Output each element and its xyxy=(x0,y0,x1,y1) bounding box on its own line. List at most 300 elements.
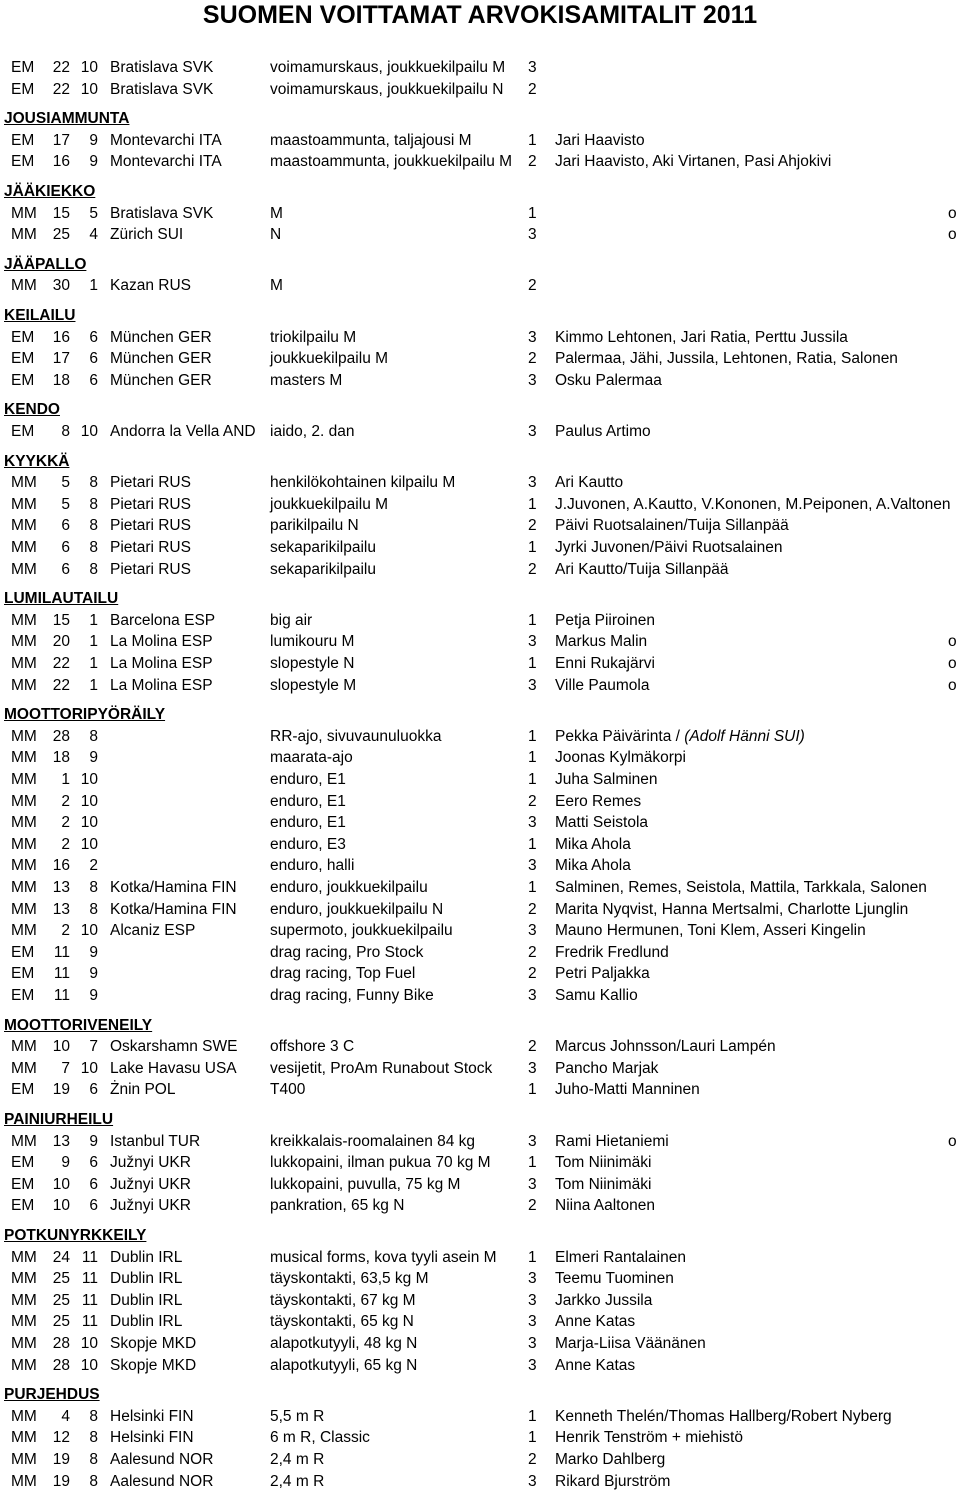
result-event: slopestyle M xyxy=(270,676,357,694)
result-row xyxy=(0,726,960,748)
result-medal: 1 xyxy=(528,749,537,767)
result-names: Jari Haavisto xyxy=(555,131,645,149)
result-month: 8 xyxy=(89,1429,98,1447)
result-names: Rami Hietaniemi xyxy=(555,1132,669,1150)
result-row xyxy=(0,1058,960,1080)
result-names: Markus Malin xyxy=(555,633,648,651)
result-row xyxy=(0,675,960,697)
result-place: La Molina ESP xyxy=(110,655,213,672)
result-event: täyskontakti, 63,5 kg M xyxy=(270,1270,429,1288)
result-names: Pekka Päivärinta / (Adolf Hänni SUI) xyxy=(555,727,805,745)
result-row xyxy=(0,769,960,791)
result-row xyxy=(0,942,960,964)
result-medal: 1 xyxy=(528,611,537,629)
result-type: MM xyxy=(11,922,37,940)
result-place: München GER xyxy=(110,350,212,368)
result-event: sekaparikilpailu xyxy=(270,560,376,578)
result-month: 7 xyxy=(89,1038,98,1056)
section-heading: JÄÄKIEKKO xyxy=(4,183,96,200)
result-month: 9 xyxy=(89,987,98,1004)
result-day: 5 xyxy=(61,474,70,492)
result-medal: 3 xyxy=(528,633,537,651)
result-medal: 3 xyxy=(528,1132,537,1150)
result-row xyxy=(0,653,960,675)
result-names: Palermaa, Jähi, Jussila, Lehtonen, Ratia, Salonen xyxy=(555,350,898,368)
result-row xyxy=(0,899,960,921)
result-place: Oskarshamn SWE xyxy=(110,1038,238,1056)
result-mark: o xyxy=(948,655,957,672)
result-row xyxy=(0,1471,960,1492)
result-day: 6 xyxy=(61,539,70,556)
result-day: 11 xyxy=(53,965,70,983)
result-day: 18 xyxy=(52,371,70,389)
result-medal: 3 xyxy=(528,59,537,76)
result-medal: 3 xyxy=(528,1335,537,1352)
result-medal: 2 xyxy=(528,560,537,578)
result-type: MM xyxy=(11,1291,37,1309)
result-month: 6 xyxy=(89,328,98,346)
result-row xyxy=(0,472,960,494)
result-type: MM xyxy=(11,749,37,767)
result-names-note: (Adolf Hänni SUI) xyxy=(684,727,805,745)
result-medal: 1 xyxy=(528,131,537,149)
result-medal: 1 xyxy=(528,204,537,222)
result-type: MM xyxy=(11,474,37,492)
result-type: MM xyxy=(11,1248,37,1266)
result-event: enduro, joukkuekilpailu xyxy=(270,879,428,896)
result-type: MM xyxy=(11,1059,37,1077)
result-names: Henrik Tenström + miehistö xyxy=(555,1429,743,1447)
result-day: 28 xyxy=(52,1335,70,1352)
result-place: Južnyi UKR xyxy=(110,1197,191,1215)
result-row xyxy=(0,370,960,392)
result-names: Juho-Matti Manninen xyxy=(555,1081,700,1099)
result-month: 10 xyxy=(80,1059,98,1077)
result-event: voimamurskaus, joukkuekilpailu N xyxy=(270,80,504,98)
result-medal: 3 xyxy=(528,1472,537,1490)
result-medal: 2 xyxy=(528,350,537,368)
result-month: 10 xyxy=(80,922,98,940)
result-type: MM xyxy=(11,900,37,918)
result-day: 6 xyxy=(61,517,70,535)
result-medal: 3 xyxy=(528,857,537,875)
result-event: voimamurskaus, joukkuekilpailu M xyxy=(270,59,506,76)
result-medal: 2 xyxy=(528,1038,537,1056)
result-month: 11 xyxy=(81,1248,98,1266)
result-event: drag racing, Funny Bike xyxy=(270,987,434,1004)
result-row xyxy=(0,791,960,813)
result-place: München GER xyxy=(110,328,212,346)
result-event: alapotkutyyli, 65 kg N xyxy=(270,1356,418,1374)
result-place: Bratislava SVK xyxy=(110,80,214,98)
result-names: Ari Kautto xyxy=(555,474,624,492)
result-day: 20 xyxy=(52,633,70,651)
result-type: EM xyxy=(11,328,35,346)
result-month: 10 xyxy=(80,814,98,832)
result-day: 13 xyxy=(52,900,70,918)
result-day: 28 xyxy=(52,1356,70,1374)
section-heading: POTKUNYRKKEILY xyxy=(4,1227,147,1244)
result-month: 9 xyxy=(89,943,98,961)
result-row xyxy=(0,985,960,1007)
result-place: Kotka/Hamina FIN xyxy=(110,879,237,896)
result-day: 4 xyxy=(61,1407,70,1425)
result-month: 6 xyxy=(89,1175,98,1193)
result-month: 9 xyxy=(89,153,98,171)
result-place: Dublin IRL xyxy=(110,1248,183,1266)
result-row xyxy=(0,515,960,537)
result-names: Fredrik Fredlund xyxy=(555,943,669,961)
result-type: MM xyxy=(11,814,37,832)
result-day: 10 xyxy=(52,1175,70,1193)
result-mark: o xyxy=(948,226,957,244)
result-type: EM xyxy=(11,131,35,149)
result-event: joukkuekilpailu M xyxy=(270,495,389,513)
result-month: 1 xyxy=(89,633,98,651)
result-row xyxy=(0,1311,960,1333)
result-place: Južnyi UKR xyxy=(110,1175,191,1193)
result-medal: 3 xyxy=(528,328,537,346)
result-day: 25 xyxy=(52,1270,70,1288)
result-medal: 2 xyxy=(528,1197,537,1215)
result-row xyxy=(0,130,960,152)
result-event: enduro, E1 xyxy=(270,771,346,788)
result-type: MM xyxy=(11,1429,37,1447)
result-names: Petri Paljakka xyxy=(555,965,650,983)
result-event: enduro, joukkuekilpailu N xyxy=(270,900,444,918)
result-type: MM xyxy=(11,835,37,853)
result-medal: 2 xyxy=(528,792,537,810)
result-month: 10 xyxy=(80,835,98,853)
result-type: MM xyxy=(11,727,37,745)
result-day: 22 xyxy=(52,655,70,672)
result-day: 12 xyxy=(52,1429,70,1447)
result-row xyxy=(0,537,960,559)
result-names: Kimmo Lehtonen, Jari Ratia, Perttu Jussila xyxy=(555,328,848,346)
result-event: supermoto, joukkuekilpailu xyxy=(270,922,453,940)
result-place: Zürich SUI xyxy=(110,226,184,244)
result-place: Kazan RUS xyxy=(110,277,191,295)
result-names: Elmeri Rantalainen xyxy=(555,1248,686,1266)
result-names: Petja Piiroinen xyxy=(555,611,655,629)
result-type: EM xyxy=(11,1175,35,1193)
result-medal: 3 xyxy=(528,1059,537,1077)
result-names: Mauno Hermunen, Toni Klem, Asseri Kingelin xyxy=(555,922,866,940)
result-type: MM xyxy=(11,1356,37,1374)
result-names: Mika Ahola xyxy=(555,835,631,853)
result-month: 8 xyxy=(89,517,98,535)
result-place: Aalesund NOR xyxy=(110,1451,214,1468)
result-names: Paulus Artimo xyxy=(555,423,651,440)
result-day: 22 xyxy=(52,59,70,76)
result-row xyxy=(0,855,960,877)
result-day: 11 xyxy=(53,943,70,961)
result-names: Tom Niinimäki xyxy=(555,1154,652,1172)
result-event: parikilpailu N xyxy=(270,517,359,535)
result-medal: 3 xyxy=(528,922,537,940)
result-medal: 3 xyxy=(528,371,537,389)
result-row xyxy=(0,920,960,942)
result-event: pankration, 65 kg N xyxy=(270,1197,405,1215)
result-event: enduro, halli xyxy=(270,857,355,875)
result-names: Pancho Marjak xyxy=(555,1059,659,1077)
result-month: 1 xyxy=(89,277,98,295)
result-names: Jari Haavisto, Aki Virtanen, Pasi Ahjokivi xyxy=(555,153,832,171)
result-month: 6 xyxy=(89,1154,98,1172)
result-place: Lake Havasu USA xyxy=(110,1059,237,1077)
result-day: 2 xyxy=(61,814,70,832)
result-place: Alcaniz ESP xyxy=(110,922,196,940)
result-type: MM xyxy=(11,857,37,875)
result-month: 6 xyxy=(89,1081,98,1099)
result-day: 7 xyxy=(61,1059,70,1077)
result-event: maarata-ajo xyxy=(270,749,353,767)
result-names: Jarkko Jussila xyxy=(555,1291,653,1309)
result-names: Salminen, Remes, Seistola, Mattila, Tarkkala, Salonen xyxy=(555,879,927,896)
result-type: EM xyxy=(11,943,35,961)
result-place: Bratislava SVK xyxy=(110,204,214,222)
result-row xyxy=(0,877,960,899)
section-heading: KEILAILU xyxy=(4,307,76,324)
result-day: 15 xyxy=(52,204,70,222)
result-names: Kenneth Thelén/Thomas Hallberg/Robert Nyberg xyxy=(555,1407,892,1425)
result-month: 10 xyxy=(80,771,98,788)
result-type: EM xyxy=(11,153,35,171)
result-event: lukkopaini, ilman pukua 70 kg M xyxy=(270,1154,491,1172)
result-day: 2 xyxy=(61,792,70,810)
result-month: 8 xyxy=(89,1451,98,1468)
result-month: 8 xyxy=(89,900,98,918)
result-medal: 1 xyxy=(528,1407,537,1425)
result-place: Kotka/Hamina FIN xyxy=(110,900,237,918)
result-row xyxy=(0,1290,960,1312)
result-month: 8 xyxy=(89,727,98,745)
result-type: MM xyxy=(11,655,37,672)
result-medal: 1 xyxy=(528,727,537,745)
result-row xyxy=(0,224,960,246)
result-month: 8 xyxy=(89,495,98,513)
result-type: MM xyxy=(11,1451,37,1468)
result-event: kreikkalais-roomalainen 84 kg xyxy=(270,1132,476,1150)
result-row xyxy=(0,421,960,443)
result-place: Istanbul TUR xyxy=(110,1132,201,1150)
result-row xyxy=(0,79,960,101)
result-medal: 1 xyxy=(528,539,537,556)
section-heading: MOOTTORIPYÖRÄILY xyxy=(4,706,166,724)
result-month: 6 xyxy=(89,371,98,389)
result-place: Dublin IRL xyxy=(110,1291,183,1309)
result-medal: 2 xyxy=(528,80,537,98)
result-type: EM xyxy=(11,371,35,389)
result-day: 9 xyxy=(61,1154,70,1172)
result-event: 2,4 m R xyxy=(270,1451,325,1468)
result-row xyxy=(0,1247,960,1269)
result-place: La Molina ESP xyxy=(110,676,213,694)
result-place: Montevarchi ITA xyxy=(110,153,222,171)
result-day: 30 xyxy=(52,277,70,295)
result-row xyxy=(0,57,960,79)
result-names: Anne Katas xyxy=(555,1356,636,1374)
result-mark: o xyxy=(948,633,957,651)
result-place: Helsinki FIN xyxy=(110,1429,194,1447)
result-day: 25 xyxy=(52,1313,70,1331)
result-event: sekaparikilpailu xyxy=(270,539,376,556)
result-names: Mika Ahola xyxy=(555,857,631,875)
result-day: 16 xyxy=(52,328,70,346)
result-names: J.Juvonen, A.Kautto, V.Kononen, M.Peiponen, A.Valtonen xyxy=(555,495,951,513)
result-place: Aalesund NOR xyxy=(110,1472,214,1490)
result-medal: 1 xyxy=(528,879,537,896)
result-names: Rikard Bjurström xyxy=(555,1472,671,1490)
result-day: 2 xyxy=(61,835,70,853)
result-medal: 3 xyxy=(528,1175,537,1193)
result-place: Južnyi UKR xyxy=(110,1154,191,1172)
result-type: EM xyxy=(11,423,35,440)
result-place: Skopje MKD xyxy=(110,1356,197,1374)
result-month: 10 xyxy=(80,792,98,810)
result-place: Pietari RUS xyxy=(110,560,191,578)
result-type: MM xyxy=(11,611,37,629)
result-type: EM xyxy=(11,350,35,368)
result-row xyxy=(0,1195,960,1217)
result-month: 2 xyxy=(89,857,98,875)
result-row xyxy=(0,834,960,856)
result-day: 5 xyxy=(61,495,70,513)
section-heading: JOUSIAMMUNTA xyxy=(4,110,130,128)
result-day: 28 xyxy=(52,727,70,745)
result-medal: 3 xyxy=(528,1291,537,1309)
result-row xyxy=(0,631,960,653)
result-type: MM xyxy=(11,277,37,295)
result-place: Pietari RUS xyxy=(110,495,191,513)
result-medal: 2 xyxy=(528,1451,537,1468)
result-month: 9 xyxy=(89,965,98,983)
result-medal: 2 xyxy=(528,517,537,535)
result-names: Juha Salminen xyxy=(555,771,658,788)
result-month: 8 xyxy=(89,1407,98,1425)
result-type: MM xyxy=(11,1472,37,1490)
result-names: Enni Rukajärvi xyxy=(555,655,655,672)
result-month: 10 xyxy=(80,59,98,76)
page-title: SUOMEN VOITTAMAT ARVOKISAMITALIT 2011 xyxy=(202,1,758,29)
result-names: Jyrki Juvonen/Päivi Ruotsalainen xyxy=(555,539,783,556)
result-names: Osku Palermaa xyxy=(555,371,662,389)
result-month: 6 xyxy=(89,350,98,368)
section-heading: KENDO xyxy=(4,401,60,419)
result-type: EM xyxy=(11,1081,35,1099)
result-type: EM xyxy=(11,965,35,983)
result-names: Teemu Tuominen xyxy=(555,1270,674,1288)
result-event: drag racing, Top Fuel xyxy=(270,965,416,983)
result-event: 5,5 m R xyxy=(270,1407,325,1425)
result-event: lukkopaini, puvulla, 75 kg M xyxy=(270,1175,461,1193)
result-medal: 3 xyxy=(528,474,537,492)
result-type: MM xyxy=(11,539,37,556)
result-place: Pietari RUS xyxy=(110,539,191,556)
result-event: T400 xyxy=(270,1081,306,1099)
result-place: Andorra la Vella AND xyxy=(110,423,256,440)
result-row xyxy=(0,1131,960,1153)
result-row xyxy=(0,275,960,297)
result-event: big air xyxy=(270,611,313,629)
result-names: Tom Niinimäki xyxy=(555,1175,652,1193)
result-event: musical forms, kova tyyli asein M xyxy=(270,1248,497,1266)
result-row xyxy=(0,494,960,516)
result-row xyxy=(0,327,960,349)
result-type: MM xyxy=(11,633,37,651)
result-names: Ari Kautto/Tuija Sillanpää xyxy=(555,560,729,578)
result-day: 16 xyxy=(52,153,70,171)
result-event: maastoammunta, taljajousi M xyxy=(270,131,472,149)
result-medal: 3 xyxy=(528,676,537,694)
result-medal: 3 xyxy=(528,987,537,1004)
result-event: vesijetit, ProAm Runabout Stock xyxy=(270,1059,493,1077)
result-day: 13 xyxy=(52,879,70,896)
result-row xyxy=(0,1406,960,1428)
result-names: Matti Seistola xyxy=(555,814,649,832)
result-type: MM xyxy=(11,1270,37,1288)
result-row xyxy=(0,559,960,581)
result-type: MM xyxy=(11,560,37,578)
result-place: Żnin POL xyxy=(110,1081,176,1099)
result-event: 2,4 m R xyxy=(270,1472,325,1490)
result-day: 2 xyxy=(61,922,70,940)
result-month: 8 xyxy=(89,560,98,578)
result-month: 8 xyxy=(89,474,98,492)
result-day: 18 xyxy=(52,749,70,767)
result-type: MM xyxy=(11,676,37,694)
result-event: iaido, 2. dan xyxy=(270,423,355,440)
result-names: Niina Aaltonen xyxy=(555,1197,655,1215)
section-heading: PAINIURHEILU xyxy=(4,1111,114,1128)
result-month: 10 xyxy=(80,1356,98,1374)
result-names: Marita Nyqvist, Hanna Mertsalmi, Charlotte Ljunglin xyxy=(555,900,909,918)
section-heading: JÄÄPALLO xyxy=(4,255,87,273)
result-place: Pietari RUS xyxy=(110,474,191,492)
result-day: 25 xyxy=(52,226,70,244)
result-month: 11 xyxy=(81,1270,98,1288)
result-type: MM xyxy=(11,1407,37,1425)
result-day: 19 xyxy=(52,1451,70,1468)
result-place: Barcelona ESP xyxy=(110,611,216,629)
result-day: 6 xyxy=(61,560,70,578)
result-day: 22 xyxy=(52,676,70,694)
result-names: Samu Kallio xyxy=(555,987,638,1004)
result-month: 8 xyxy=(89,539,98,556)
result-mark: o xyxy=(948,204,957,222)
result-row xyxy=(0,1449,960,1471)
result-medal: 3 xyxy=(528,1270,537,1288)
result-row xyxy=(0,151,960,173)
result-medal: 2 xyxy=(528,277,537,295)
result-medal: 1 xyxy=(528,835,537,853)
result-mark: o xyxy=(948,676,957,694)
section-heading: MOOTTORIVENEILY xyxy=(4,1016,153,1034)
result-names: Eero Remes xyxy=(555,792,642,810)
result-event: drag racing, Pro Stock xyxy=(270,943,424,961)
result-event: lumikouru M xyxy=(270,633,355,651)
result-month: 1 xyxy=(89,676,98,694)
result-medal: 1 xyxy=(528,1429,537,1447)
result-type: EM xyxy=(11,80,35,98)
result-day: 11 xyxy=(53,987,70,1004)
result-place: Bratislava SVK xyxy=(110,59,214,76)
result-month: 9 xyxy=(89,1132,98,1150)
result-day: 1 xyxy=(61,771,70,788)
result-type: MM xyxy=(11,495,37,513)
result-place: Skopje MKD xyxy=(110,1335,197,1352)
result-medal: 1 xyxy=(528,1248,537,1266)
